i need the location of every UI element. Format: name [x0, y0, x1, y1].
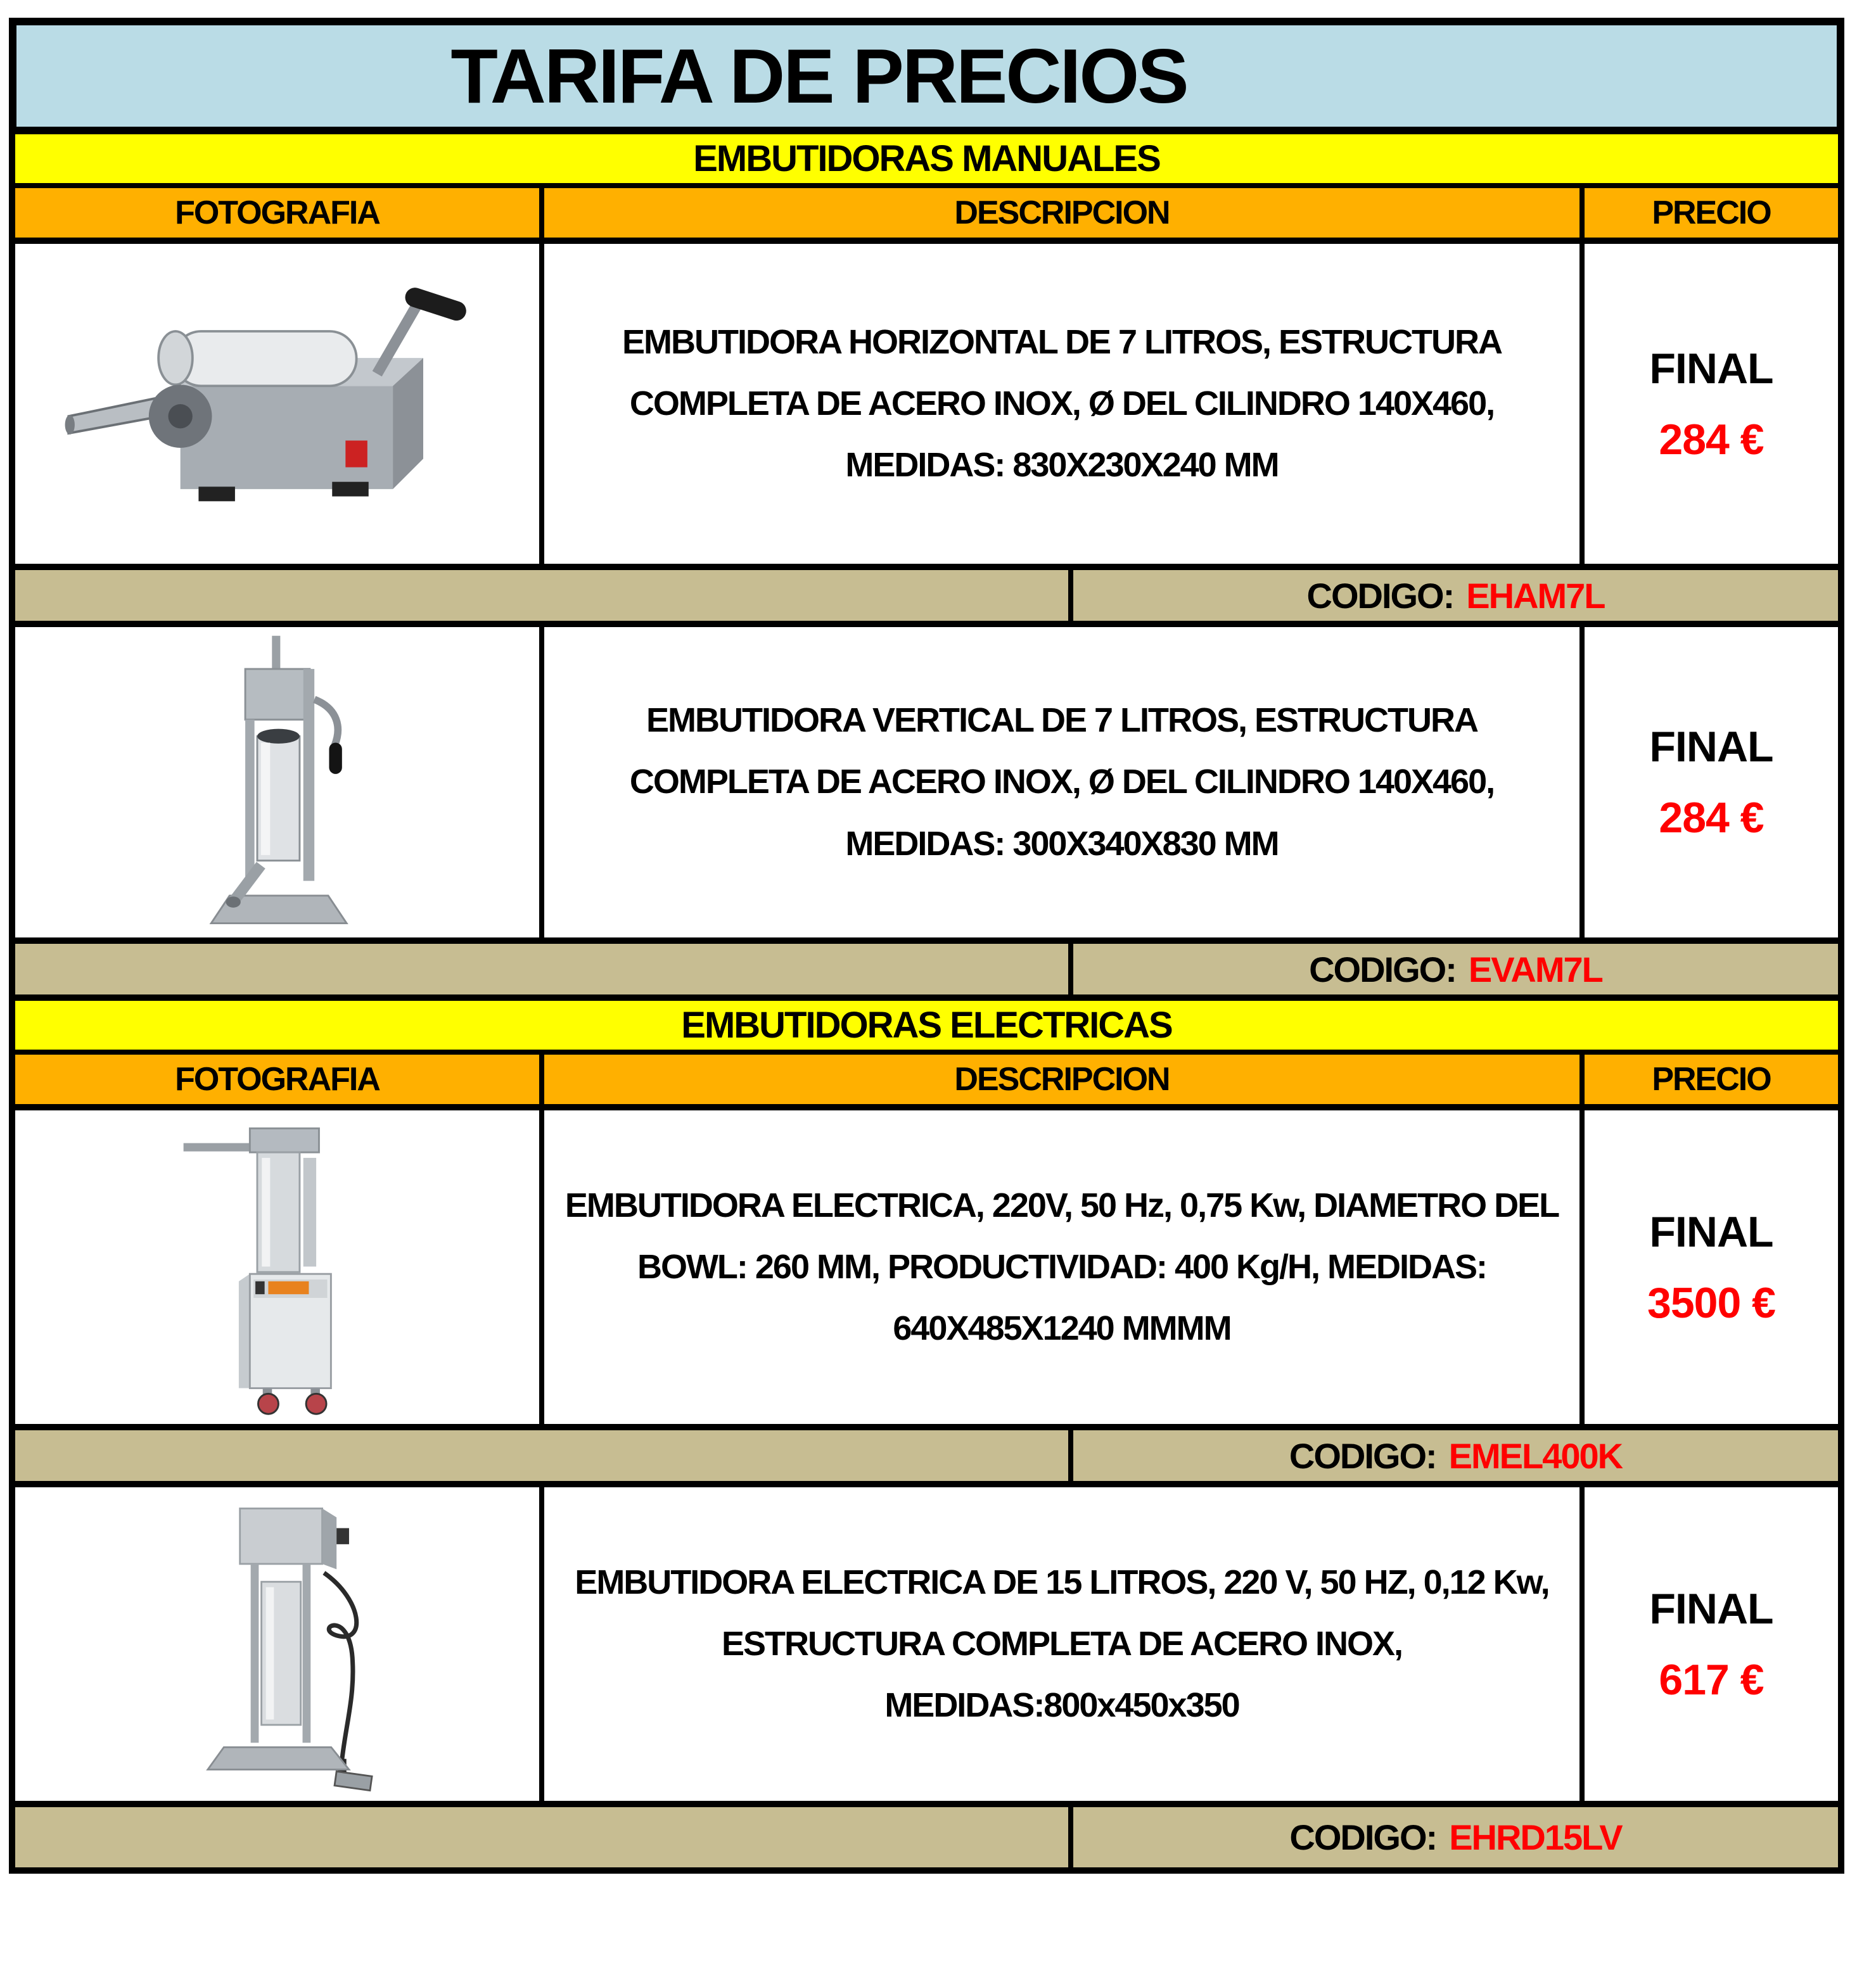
column-header-row — [15, 1055, 1838, 1110]
product-description: EMBUTIDORA HORIZONTAL DE 7 LITROS, ESTRUCTURA COMPLETA DE ACERO INOX, Ø DEL CILINDRO 140X460, MEDIDAS: 830X230X240 MM — [544, 244, 1585, 564]
product-description: EMBUTIDORA VERTICAL DE 7 LITROS, ESTRUCTURA COMPLETA DE ACERO INOX, Ø DEL CILINDRO 140X460, MEDIDAS: 300X340X830 MM — [544, 627, 1585, 937]
price-list-sheet — [9, 18, 1844, 1874]
price-value: 3500 € — [1647, 1278, 1775, 1327]
column-header-descripcion: DESCRIPCION — [544, 188, 1585, 238]
product-price-cell — [1585, 244, 1838, 564]
code-cell — [1073, 1807, 1838, 1867]
code-row-spacer — [15, 944, 1073, 994]
code-row-spacer — [15, 1430, 1073, 1481]
product-description: EMBUTIDORA ELECTRICA DE 15 LITROS, 220 V, 50 HZ, 0,12 Kw, ESTRUCTURA COMPLETA DE ACERO INOX, MEDIDAS:800x450x350 — [544, 1487, 1585, 1801]
section-heading-electricas: EMBUTIDORAS ELECTRICAS — [15, 1001, 1838, 1055]
code-value: EHRD15LV — [1449, 1817, 1622, 1857]
product-photo-cell — [15, 1110, 544, 1424]
price-label: FINAL — [1649, 1584, 1773, 1633]
code-cell — [1073, 944, 1838, 994]
vertical-electric-stuffer-photo — [157, 1492, 398, 1796]
column-header-descripcion: DESCRIPCION — [544, 1055, 1585, 1104]
electric-stuffer-photo — [157, 1115, 398, 1420]
product-photo-cell — [15, 1487, 544, 1801]
product-price-cell — [1585, 1487, 1838, 1801]
column-header-row — [15, 188, 1838, 244]
product-photo-cell — [15, 627, 544, 937]
page-title: TARIFA DE PRECIOS — [9, 18, 1844, 134]
code-row-spacer — [15, 570, 1073, 621]
section-heading-manuales: EMBUTIDORAS MANUALES — [15, 134, 1838, 188]
code-label: CODIGO: — [1309, 949, 1456, 989]
code-row — [15, 944, 1838, 1001]
column-header-fotografia: FOTOGRAFIA — [15, 188, 544, 238]
price-value: 617 € — [1659, 1655, 1764, 1704]
code-row — [15, 1430, 1838, 1487]
price-value: 284 € — [1659, 794, 1764, 842]
vertical-stuffer-photo — [157, 630, 398, 934]
horizontal-stuffer-photo — [56, 258, 499, 550]
price-label: FINAL — [1649, 723, 1773, 771]
product-row — [15, 627, 1838, 944]
code-row-spacer — [15, 1807, 1073, 1867]
code-label: CODIGO: — [1306, 575, 1454, 616]
code-value: EVAM7L — [1468, 949, 1602, 989]
column-header-precio: PRECIO — [1652, 1061, 1771, 1098]
code-label: CODIGO: — [1289, 1817, 1437, 1857]
code-value: EMEL400K — [1448, 1435, 1623, 1476]
code-cell — [1073, 570, 1838, 621]
price-label: FINAL — [1649, 344, 1773, 393]
column-header-fotografia: FOTOGRAFIA — [15, 1055, 544, 1104]
product-price-cell — [1585, 1110, 1838, 1424]
column-header-precio: PRECIO — [1652, 194, 1771, 231]
product-price-cell — [1585, 627, 1838, 937]
code-label: CODIGO: — [1289, 1435, 1436, 1476]
product-row — [15, 1487, 1838, 1807]
price-value: 284 € — [1659, 415, 1764, 464]
price-table — [9, 134, 1844, 1874]
product-row — [15, 1110, 1838, 1430]
code-row — [15, 570, 1838, 627]
code-cell — [1073, 1430, 1838, 1481]
code-row — [15, 1807, 1838, 1867]
price-label: FINAL — [1649, 1207, 1773, 1256]
product-row — [15, 244, 1838, 570]
product-photo-cell — [15, 244, 544, 564]
code-value: EHAM7L — [1466, 575, 1605, 616]
product-description: EMBUTIDORA ELECTRICA, 220V, 50 Hz, 0,75 Kw, DIAMETRO DEL BOWL: 260 MM, PRODUCTIVIDAD: 400 Kg/H, MEDIDAS: 640X485X1240 MMMM — [544, 1110, 1585, 1424]
